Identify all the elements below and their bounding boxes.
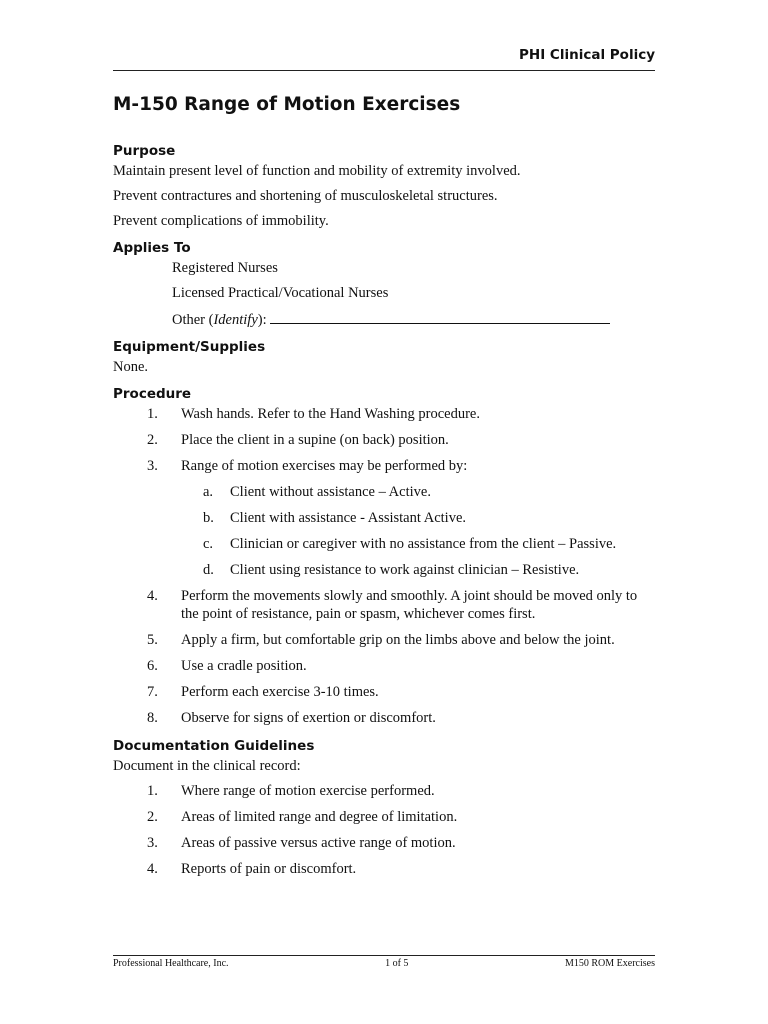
substep-text: Clinician or caregiver with no assistance from the client – Passive. bbox=[230, 536, 617, 552]
applies-to-other bbox=[113, 309, 658, 329]
step-text: Place the client in a supine (on back) position. bbox=[181, 432, 449, 448]
purpose-line: Prevent contractures and shortening of musculoskeletal structures. bbox=[113, 188, 498, 204]
step-text: Use a cradle position. bbox=[181, 658, 307, 674]
procedure-substep-list bbox=[181, 483, 658, 579]
procedure-substep bbox=[181, 483, 658, 501]
equipment-text: None. bbox=[113, 359, 149, 375]
item-number: 2. bbox=[147, 809, 158, 825]
item-number: 4. bbox=[147, 861, 158, 877]
step-number: 1. bbox=[147, 406, 158, 422]
step-text: Apply a firm, but comfortable grip on the limbs above and below the joint. bbox=[181, 632, 615, 648]
procedure-substep bbox=[181, 561, 658, 579]
procedure-step bbox=[113, 457, 658, 579]
step-number: 3. bbox=[147, 458, 158, 474]
substep-text: Client with assistance - Assistant Active. bbox=[230, 510, 467, 526]
purpose-line: Maintain present level of function and mobility of extremity involved. bbox=[113, 163, 521, 179]
applies-to-item: Registered Nurses bbox=[172, 260, 278, 276]
substep-text: Client using resistance to work against clinician – Resistive. bbox=[230, 562, 580, 578]
applies-to-item: Licensed Practical/Vocational Nurses bbox=[172, 285, 389, 301]
documentation-item bbox=[113, 808, 658, 826]
footer-divider bbox=[113, 955, 655, 956]
step-text: Observe for signs of exertion or discomfort. bbox=[181, 710, 436, 726]
item-text: Areas of passive versus active range of motion. bbox=[181, 835, 456, 851]
footer-company: Professional Healthcare, Inc. bbox=[113, 958, 229, 969]
step-number: 7. bbox=[147, 684, 158, 700]
footer-page-number: 1 of 5 bbox=[385, 958, 409, 969]
step-text: Perform each exercise 3-10 times. bbox=[181, 684, 379, 700]
document-title: M-150 Range of Motion Exercises bbox=[113, 94, 461, 115]
step-text: Wash hands. Refer to the Hand Washing procedure. bbox=[181, 406, 480, 422]
documentation-item bbox=[113, 860, 658, 878]
footer-document-code: M150 ROM Exercises bbox=[564, 958, 655, 969]
substep-letter: a. bbox=[203, 484, 214, 500]
substep-text: Client without assistance – Active. bbox=[230, 484, 431, 500]
page-footer bbox=[113, 958, 655, 969]
purpose-heading: Purpose bbox=[113, 143, 176, 159]
document-body bbox=[113, 140, 658, 886]
step-number: 2. bbox=[147, 432, 158, 448]
equipment-section bbox=[113, 336, 658, 376]
step-number: 8. bbox=[147, 710, 158, 726]
procedure-step bbox=[113, 657, 658, 675]
documentation-intro: Document in the clinical record: bbox=[113, 758, 301, 774]
purpose-line: Prevent complications of immobility. bbox=[113, 213, 329, 229]
item-text: Areas of limited range and degree of limitation. bbox=[181, 809, 458, 825]
procedure-substep bbox=[181, 535, 658, 553]
equipment-heading: Equipment/Supplies bbox=[113, 339, 266, 355]
substep-letter: c. bbox=[203, 536, 214, 552]
procedure-step bbox=[113, 683, 658, 701]
step-number: 5. bbox=[147, 632, 158, 648]
other-suffix: ): bbox=[257, 312, 271, 328]
procedure-substep bbox=[181, 509, 658, 527]
purpose-section bbox=[113, 140, 658, 230]
step-number: 6. bbox=[147, 658, 158, 674]
header-title: PHI Clinical Policy bbox=[519, 47, 655, 63]
documentation-section bbox=[113, 735, 658, 878]
applies-to-heading: Applies To bbox=[113, 240, 191, 256]
item-text: Where range of motion exercise performed. bbox=[181, 783, 435, 799]
other-identify: Identify bbox=[213, 312, 258, 328]
item-text: Reports of pain or discomfort. bbox=[181, 861, 357, 877]
procedure-step bbox=[113, 631, 658, 649]
step-text: Perform the movements slowly and smoothly. A joint should be moved only to the point of resistance, pain or spasm, whichever comes first. bbox=[181, 588, 638, 622]
procedure-heading: Procedure bbox=[113, 386, 192, 402]
item-number: 3. bbox=[147, 835, 158, 851]
substep-letter: b. bbox=[203, 510, 214, 526]
step-text: Range of motion exercises may be performed by: bbox=[181, 458, 468, 474]
procedure-section bbox=[113, 383, 658, 727]
procedure-list bbox=[113, 405, 658, 727]
documentation-heading: Documentation Guidelines bbox=[113, 738, 315, 754]
procedure-step bbox=[113, 431, 658, 449]
documentation-item bbox=[113, 834, 658, 852]
item-number: 1. bbox=[147, 783, 158, 799]
procedure-step bbox=[113, 587, 658, 623]
other-prefix: Other ( bbox=[172, 312, 214, 328]
procedure-step bbox=[113, 709, 658, 727]
documentation-item bbox=[113, 782, 658, 800]
header-divider bbox=[113, 70, 655, 71]
substep-letter: d. bbox=[203, 562, 214, 578]
documentation-list bbox=[113, 782, 658, 878]
applies-to-section bbox=[113, 237, 658, 329]
step-number: 4. bbox=[147, 588, 158, 604]
procedure-step bbox=[113, 405, 658, 423]
identify-blank-line bbox=[270, 309, 610, 324]
